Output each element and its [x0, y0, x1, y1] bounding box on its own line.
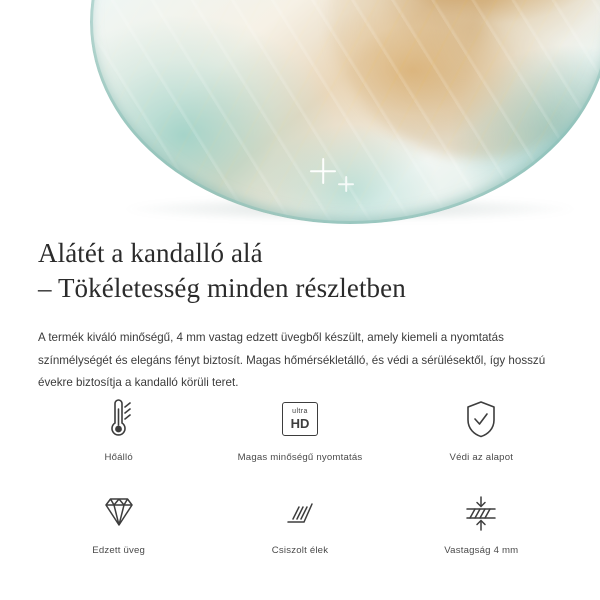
hero-product-image	[0, 0, 600, 228]
shield-check-icon	[461, 396, 501, 442]
diamond-icon	[96, 489, 142, 535]
page-title-line-1: Alátét a kandalló alá	[38, 238, 263, 268]
page-title-line-2: – Tökéletesség minden részletben	[38, 272, 406, 303]
ultra-hd-icon	[282, 396, 318, 442]
description-paragraph: A termék kiváló minőségű, 4 mm vastag edzett üvegből készült, amely kiemeli a nyomtatás színmélységét és elegáns fényt biztosít. Magas hőmérsékletálló, és védi a sérülésektől, így hosszú évekre biztosítja a kandalló körüli teret.	[38, 331, 546, 390]
feature-item-protects-surface	[391, 396, 572, 463]
feature-item-heat-resistant	[28, 396, 209, 463]
round-glass-mat	[90, 0, 600, 224]
thermometer-icon	[99, 396, 139, 442]
feature-label: Magas minőségű nyomtatás	[237, 452, 363, 463]
feature-label: Csiszolt élek	[271, 545, 329, 556]
thickness-icon	[458, 489, 504, 535]
feature-label: Védi az alapot	[449, 452, 514, 463]
feature-item-thickness	[391, 489, 572, 556]
content-block	[0, 228, 600, 395]
feature-item-print-quality	[209, 396, 390, 463]
feature-item-polished-edges	[209, 489, 390, 556]
feature-item-tempered-glass	[28, 489, 209, 556]
page-title	[38, 236, 562, 305]
polished-edges-icon	[278, 489, 322, 535]
feature-label: Edzett üveg	[92, 545, 146, 556]
ultra-hd-badge-bottom: HD	[290, 416, 310, 431]
feature-grid	[0, 396, 600, 556]
feature-label: Vastagság 4 mm	[444, 545, 519, 556]
feature-label: Hőálló	[104, 452, 133, 463]
ultra-hd-badge-top: ultra	[292, 408, 308, 415]
